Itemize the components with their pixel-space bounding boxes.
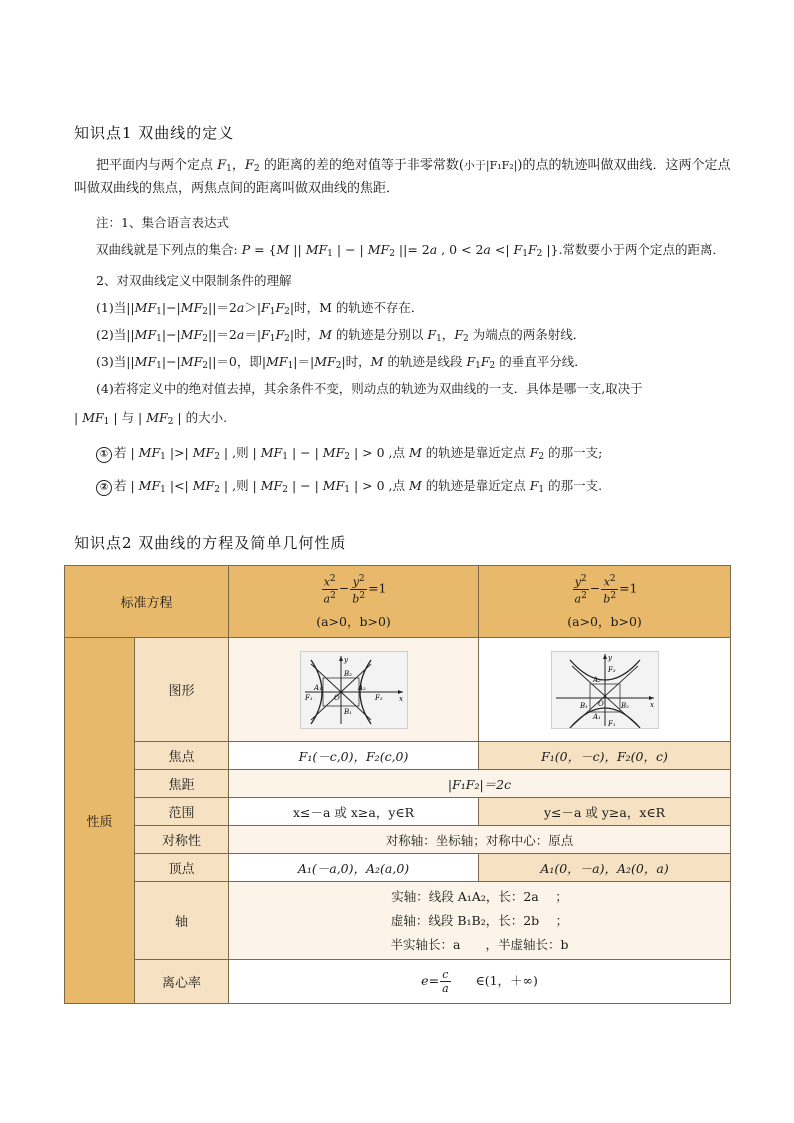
svg-text:B₁: B₁ [579, 701, 588, 710]
vertex-horizontal: A₁(－a,0)，A₂(a,0) [229, 854, 479, 882]
focus-label: 焦点 [135, 742, 229, 770]
condition-vertical: (a>0，b>0) [567, 613, 642, 629]
definition-paragraph: 把平面内与两个定点 $F_1$，$F_2$ 的距离的差的绝对值等于非零常数(小于|F₁F₂|)的点的轨迹叫做双曲线．这两个定点叫做双曲线的焦点，两焦点间的距离叫做双曲线的焦距． [74, 158, 731, 196]
svg-text:F₂: F₂ [607, 665, 616, 674]
eccentricity-label: 离心率 [135, 960, 229, 1004]
svg-text:O: O [333, 693, 340, 702]
eccentricity-value: e= $\frac{c}{a}$ ∈(1，＋∞) [229, 960, 731, 1004]
svg-text:A₁: A₁ [313, 683, 322, 692]
axis-values [229, 882, 731, 960]
symmetry-value: 对称轴：坐标轴；对称中心：原点 [229, 826, 731, 854]
axis-label: 轴 [135, 882, 229, 960]
svg-text:F₁: F₁ [304, 693, 313, 702]
svg-text:F₂: F₂ [374, 693, 383, 702]
set-expression: 双曲线就是下列点的集合: P = {M || $MF_1$ | − | $MF_2$ ||= 2a , 0 < 2a <| $F_1F_2$ |}.常数要小于两个定点的距离． [96, 242, 725, 259]
svg-text:F₁: F₁ [607, 719, 616, 728]
graph-vertical [479, 638, 731, 742]
graph-horizontal [229, 638, 479, 742]
case-2: (2)当$||MF_1|-|MF_2||=2a=|F_1F_2|$时，M 的轨迹是分别以 $F_1$，$F_2$ 为端点的两条射线． [96, 327, 586, 344]
properties-label: 性质 [65, 638, 135, 1004]
section2-title: 知识点2 双曲线的方程及简单几何性质 [74, 534, 347, 552]
row-axis [65, 882, 731, 960]
section1-title: 知识点1 双曲线的定义 [74, 124, 235, 142]
svg-text:B₂: B₂ [620, 701, 629, 710]
range-label: 范围 [135, 798, 229, 826]
svg-text:x: x [398, 694, 403, 703]
focus-vertical: F₁(0，－c)，F₂(0，c) [479, 742, 731, 770]
row-symmetry [65, 826, 731, 854]
range-horizontal: x≤－a 或 x≥a，y∈R [229, 798, 479, 826]
hyperbola-horizontal-figure [300, 651, 408, 729]
condition-horizontal: (a>0，b>0) [316, 613, 391, 629]
svg-text:y: y [607, 653, 612, 662]
std-eq-label: 标准方程 [65, 566, 229, 638]
std-eq-horizontal: $\frac{x^2}{a^2}$ − $\frac{y^2}{b^2}$ =1 (a>0，b>0) [229, 566, 479, 638]
row-range [65, 798, 731, 826]
vertex-label: 顶点 [135, 854, 229, 882]
case-4-cont: | $MF_1$ | 与 | $MF_2$ | 的大小. [74, 410, 228, 427]
case-3: (3)当$||MF_1|-|MF_2||=0$，即$|MF_1|=|MF_2|$时，M 的轨迹是线段 $F_1F_2$ 的垂直平分线． [96, 354, 587, 371]
row-standard-equation [65, 566, 731, 638]
case-1: (1)当$||MF_1|-|MF_2||=2a>|F_1F_2|$时，M 的轨迹不存在． [96, 300, 424, 317]
note-2: 2、对双曲线定义中限制条件的理解 [96, 273, 292, 288]
row-focal-length [65, 770, 731, 798]
real-axis: 实轴：线段 A₁A₂，长：2a ； [391, 888, 568, 904]
svg-text:O: O [597, 699, 604, 708]
row-focus [65, 742, 731, 770]
svg-text:y: y [343, 655, 348, 664]
hyperbola-vertical-figure [551, 651, 659, 729]
properties-table [64, 565, 731, 1004]
graph-label: 图形 [135, 638, 229, 742]
row-eccentricity [65, 960, 731, 1004]
range-vertical: y≤－a 或 y≥a，x∈R [479, 798, 731, 826]
note-1: 注：1、集合语言表达式 [96, 215, 229, 230]
focal-label: 焦距 [135, 770, 229, 798]
svg-text:A₁: A₁ [592, 712, 601, 721]
sub-case-2: ② 若 | $MF_1$ |<| $MF_2$ | ,则 | $MF_2$ | − | $MF_1$ | > 0 ,点 M 的轨迹是靠近定点 $F_1$ 的那一支. [96, 476, 602, 496]
symmetry-label: 对称性 [135, 826, 229, 854]
svg-text:B₁: B₁ [343, 707, 352, 716]
focal-value: |F₁F₂|＝2c [229, 770, 731, 798]
imaginary-axis: 虚轴：线段 B₁B₂，长：2b ； [390, 912, 569, 928]
std-eq-vertical: $\frac{y^2}{a^2}$ − $\frac{x^2}{b^2}$ =1 (a>0，b>0) [479, 566, 731, 638]
svg-text:A₂: A₂ [592, 675, 601, 684]
svg-text:B₂: B₂ [343, 669, 352, 678]
focus-horizontal: F₁(－c,0)，F₂(c,0) [229, 742, 479, 770]
case-4: (4)若将定义中的绝对值去掉，其余条件不变，则动点的轨迹为双曲线的一支．具体是哪一支,取决于 [96, 381, 643, 396]
vertex-vertical: A₁(0，－a)，A₂(0，a) [479, 854, 731, 882]
circled-number-1: ① [96, 447, 112, 463]
circled-number-2: ② [96, 480, 112, 496]
sub-case-1: ① 若 | $MF_1$ |>| $MF_2$ | ,则 | $MF_1$ | − | $MF_2$ | > 0 ,点 M 的轨迹是靠近定点 $F_2$ 的那一支; [96, 443, 602, 463]
row-graph [65, 638, 731, 742]
half-axis-lengths: 半实轴长：a ，半虚轴长：b [390, 936, 569, 952]
row-vertex [65, 854, 731, 882]
svg-text:x: x [649, 700, 654, 709]
svg-text:A₂: A₂ [357, 683, 366, 692]
